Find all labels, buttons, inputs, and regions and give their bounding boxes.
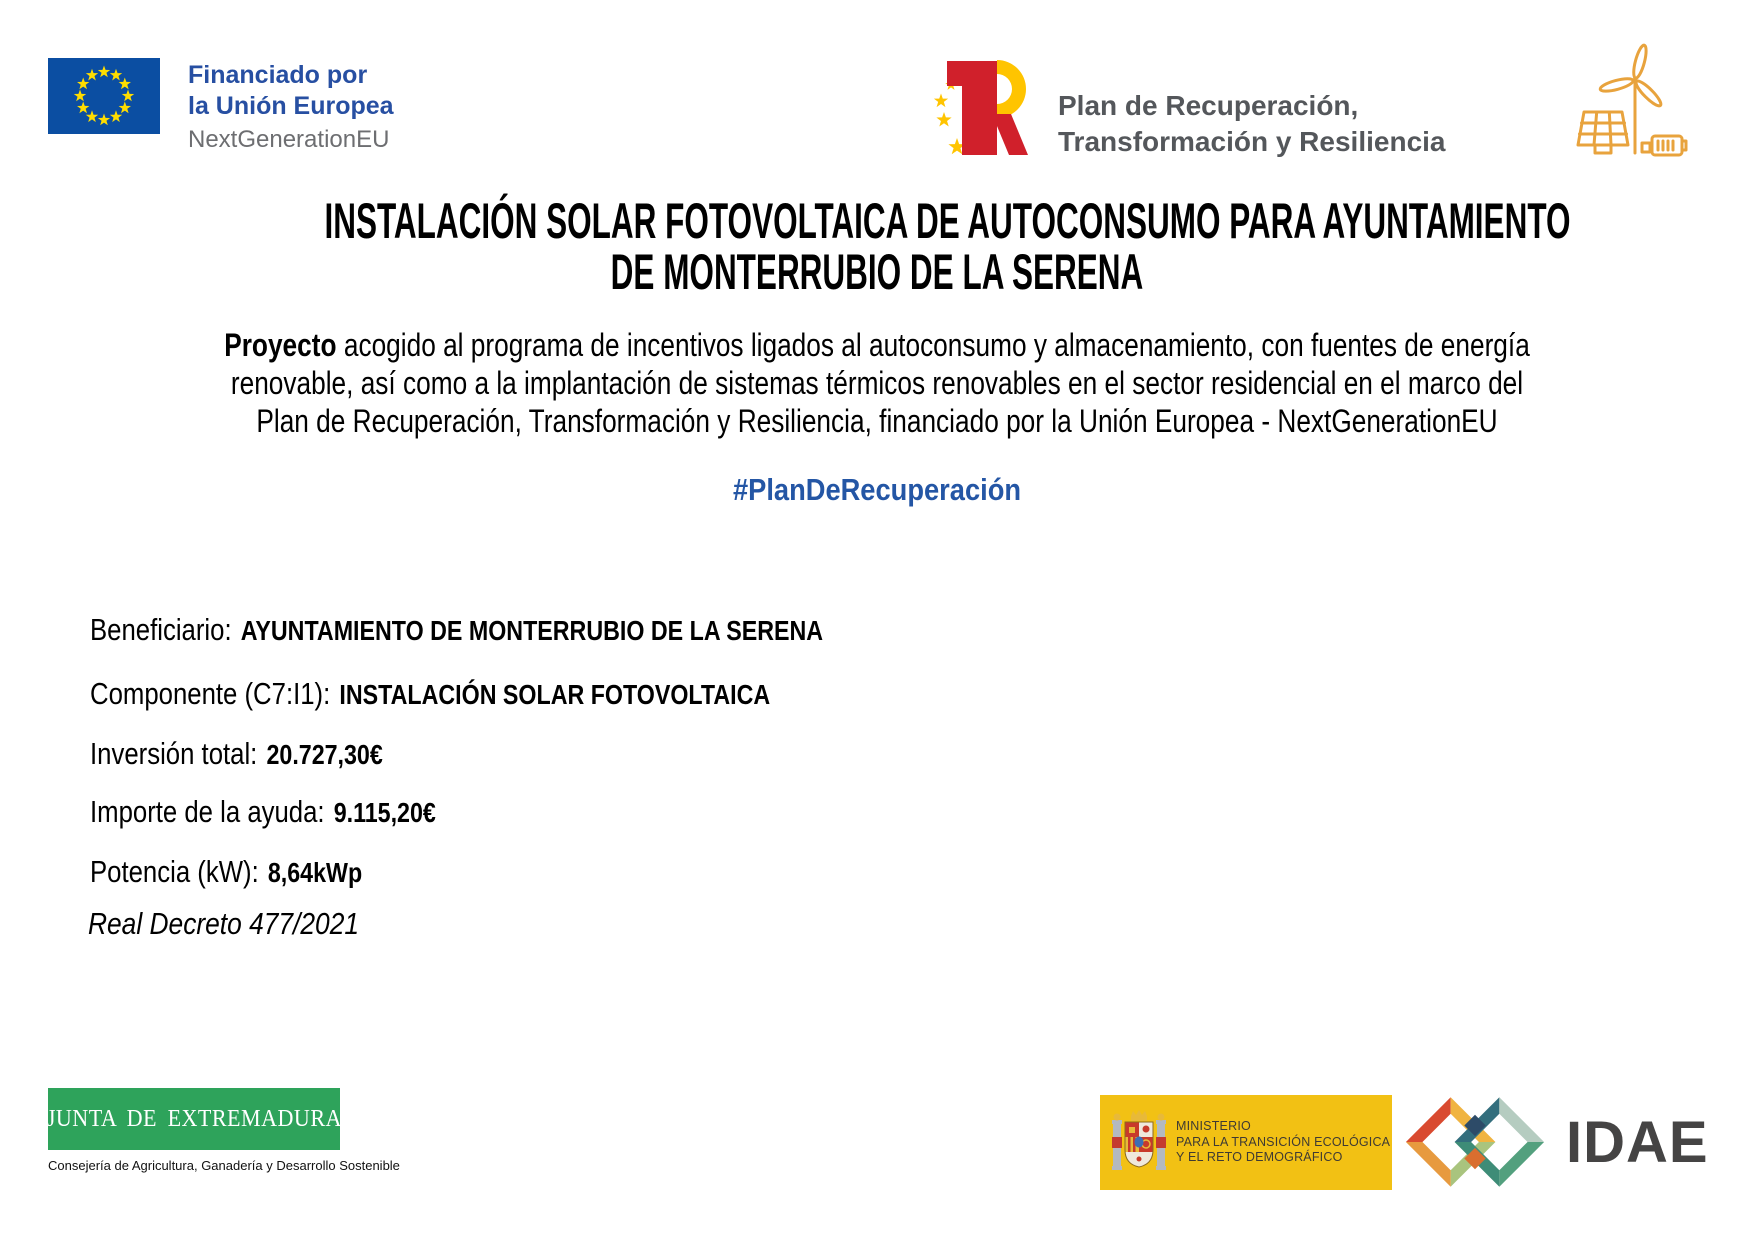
prtr-title-line1: Plan de Recuperación, [1058, 90, 1359, 121]
detail-value: 20.727,30€ [266, 739, 383, 770]
detail-value: 8,64kWp [267, 857, 363, 888]
detail-value: AYUNTAMIENTO DE MONTERRUBIO DE LA SERENA [240, 615, 824, 646]
description-line2: renovable, así como a la implantación de sistemas térmicos renovables en el sector residencial en el marco del [230, 365, 1524, 401]
eu-funding-text [188, 58, 394, 155]
eu-funding-logo [48, 58, 394, 155]
spain-coat-of-arms-icon [1112, 1110, 1166, 1176]
renewable-energy-icon [1570, 40, 1690, 160]
detail-label: Componente (C7:I1): [90, 676, 331, 711]
ministerio-logo [1100, 1095, 1392, 1190]
junta-caption: Consejería de Agricultura, Ganadería y Desarrollo Sostenible [48, 1158, 400, 1173]
detail-row-inversion [90, 736, 383, 772]
detail-row-potencia [90, 854, 362, 890]
detail-row-componente [90, 676, 770, 712]
detail-label: Beneficiario: [90, 612, 232, 647]
description-line3: Plan de Recuperación, Transformación y Resiliencia, financiado por la Unión Europea - NextGenerationEU [256, 403, 1498, 439]
ministerio-line1: MINISTERIO [1176, 1119, 1251, 1134]
detail-value: 9.115,20€ [333, 797, 436, 828]
detail-row-beneficiario [90, 612, 823, 648]
idae-name: IDAE [1566, 1109, 1709, 1175]
description-lead: Proyecto [224, 327, 337, 363]
detail-label: Inversión total: [90, 736, 258, 771]
description-line1: Proyecto acogido al programa de incentivos ligados al autoconsumo y almacenamiento, con fuentes de energía [224, 327, 1530, 363]
ministerio-line2: PARA LA TRANSICIÓN ECOLÓGICA [1176, 1134, 1391, 1149]
detail-label: Potencia (kW): [90, 854, 259, 889]
idae-logo [1402, 1090, 1709, 1194]
junta-extremadura-logo [46, 1088, 400, 1173]
nextgenerationeu-label: NextGenerationEU [188, 126, 390, 153]
detail-value: INSTALACIÓN SOLAR FOTOVOLTAICA [339, 679, 771, 710]
plan-hashtag: #PlanDeRecuperación [732, 472, 1022, 507]
eu-flag-icon [48, 58, 160, 134]
prtr-title-line2: Transformación y Resiliencia [1058, 126, 1446, 157]
idae-ribbon-icon [1402, 1093, 1548, 1191]
ministerio-text [1176, 1119, 1390, 1166]
royal-decree-reference: Real Decreto 477/2021 [88, 906, 360, 941]
ministerio-line3: Y EL RETO DEMOGRÁFICO [1176, 1150, 1343, 1165]
page-title-line1: INSTALACIÓN SOLAR FOTOVOLTAICA DE AUTOCONSUMO PARA AYUNTAMIENTO [324, 193, 1571, 249]
detail-label: Importe de la ayuda: [90, 794, 325, 829]
eu-funding-line2: la Unión Europea [188, 92, 394, 120]
detail-row-importe [90, 794, 436, 830]
page-title-line2: DE MONTERRUBIO DE LA SERENA [610, 244, 1144, 300]
page-title [0, 193, 1754, 300]
prtr-title [1058, 88, 1446, 160]
junta-name: JUNTA DE EXTREMADURA [46, 1105, 342, 1132]
prtr-logo-icon [925, 56, 1031, 160]
eu-funding-line1: Financiado por [188, 61, 368, 89]
junta-green-box [48, 1088, 340, 1150]
project-description [0, 326, 1754, 440]
